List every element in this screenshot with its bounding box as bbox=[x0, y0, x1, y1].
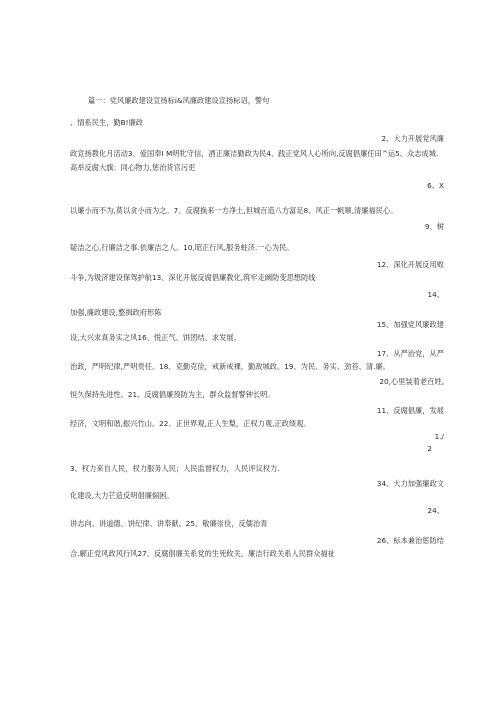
text-line: 2、大力开展党风廉 bbox=[381, 134, 444, 143]
document-heading: 篇一：党风廉政建设宣扬标i&风廉政建设宣扬标诏，警句 bbox=[88, 96, 270, 105]
text-line: 2 bbox=[427, 444, 432, 453]
text-line: 14、 bbox=[427, 290, 444, 299]
text-line: 设,大兴求真务实之风16、悦正气、饼团结、求发展。 bbox=[70, 333, 241, 342]
text-line: 26、标本兼治惩防结 bbox=[376, 536, 444, 545]
text-line: 政宣扬教化月活动3、爱国奉I M明牝守信，酒正廉洁勤政为民4、践正党风人心所向,反腐倡廉任田^运5、众志成城. bbox=[70, 149, 439, 158]
text-line: 讲志向、讲道德、饼纪律、讲奉献。25、敬廉崇俭，反儒治青 bbox=[70, 519, 268, 528]
text-line: 20,心里装着老百姓, bbox=[379, 377, 444, 386]
text-line: 疑洁之心,行廉洁之事.依廉洁之人。10,昭正行风,服务蛀济.一心为民。 bbox=[70, 243, 294, 252]
text-line: 1./ bbox=[434, 432, 444, 441]
text-line: 9、树 bbox=[424, 222, 444, 231]
text-line: 11、反腐倡廉，发屐 bbox=[376, 406, 444, 415]
text-line: 合.解正党风政风行风27、反腐倡廉关系党的生死攸关，廉洁行政关系人民群众福祉 bbox=[70, 549, 335, 558]
text-line: 经济，文明和谐,振兴竹山。22、正世界观,正人生梨，正权力观,正政绩观。 bbox=[70, 419, 311, 428]
text-line: 加强,廉政建设,整揖政府形陈 bbox=[70, 308, 162, 317]
text-line: 高举反腐大旗：同心物力,惩治货官污吏 bbox=[70, 163, 196, 172]
text-line: 15、加强党风廉政建 bbox=[376, 320, 444, 329]
text-line: 以廉小而不为,莫以贪小而为之。7、反腐换来一方净土,但城百造八方富足8、风正一帆顺,清廉福民心。 bbox=[70, 206, 398, 215]
text-line: 12、深化开展反用败 bbox=[376, 260, 444, 269]
text-line: 6、X bbox=[427, 181, 444, 190]
text-line: 34、大力加强廉政文 bbox=[376, 479, 444, 488]
text-line: 3、权力来自人民，权力服务人民；人民监督权力，人民评议权力. bbox=[70, 464, 280, 473]
text-line: 24、 bbox=[427, 506, 444, 515]
text-line: 治政，严明纪律,严明贵任。18、克勤克俭，戒新戒裸，勤敌城政。19、为民、务实、劲苔、清.廉。 bbox=[70, 362, 390, 371]
text-line: 斗争,为圾济建设保驾护航13、深化开展反腐倡廉教化,筑牢走阚防变思想防线 bbox=[70, 273, 316, 282]
text-line: 化建设,大力芒造反明倡廉焖困。 bbox=[70, 491, 174, 500]
text-line: 恒久保持先进性。21、反腐倡廉预防为主，群众监督警钟长明。 bbox=[70, 390, 275, 399]
text-line: 17、从严治党，从严 bbox=[376, 349, 444, 358]
text-line: 、情系民生，勤B!廉政 bbox=[70, 118, 144, 127]
